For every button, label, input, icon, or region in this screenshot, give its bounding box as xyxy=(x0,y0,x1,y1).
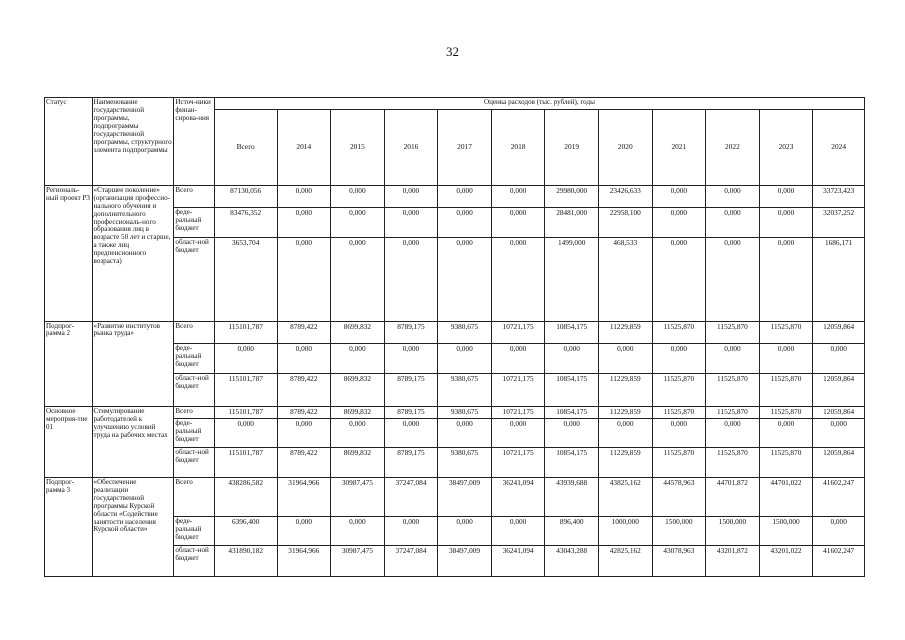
value-cell: 6396,400 xyxy=(214,516,277,546)
row-name: «Старшее поколение» (организация профессио-нального обучения и дополнительного профессиональ-ного образования лиц в возрасте 50 лет и старше, а также лиц предпенсионного возраста) xyxy=(92,185,174,321)
value-cell: 8699,832 xyxy=(331,448,385,478)
value-cell: 44578,963 xyxy=(652,477,706,516)
value-cell: 11229,859 xyxy=(598,448,652,478)
value-cell: 8699,832 xyxy=(331,373,385,407)
value-cell: 3653,704 xyxy=(214,237,277,321)
value-cell: 0,000 xyxy=(491,344,545,374)
value-cell: 29980,000 xyxy=(545,185,599,207)
value-cell: 11525,870 xyxy=(652,321,706,343)
row-status: Региональ-ный проект Р3 xyxy=(45,185,93,321)
value-cell: 8699,832 xyxy=(331,407,385,418)
row-status: Подпрог-рамма 2 xyxy=(45,321,93,407)
header-year: 2022 xyxy=(706,110,760,186)
value-cell: 28481,000 xyxy=(545,208,599,238)
value-cell: 0,000 xyxy=(214,344,277,374)
value-cell: 0,000 xyxy=(491,208,545,238)
value-cell: 12059,864 xyxy=(813,373,865,407)
row-source: Всего xyxy=(174,321,214,343)
header-year: 2017 xyxy=(438,110,492,186)
value-cell: 11525,870 xyxy=(759,448,813,478)
value-cell: 0,000 xyxy=(277,237,331,321)
value-cell: 0,000 xyxy=(706,208,760,238)
value-cell: 0,000 xyxy=(491,185,545,207)
value-cell: 43078,963 xyxy=(652,546,706,577)
value-cell: 43043,288 xyxy=(545,546,599,577)
value-cell: 0,000 xyxy=(331,418,385,448)
value-cell: 1686,171 xyxy=(813,237,865,321)
value-cell: 11525,870 xyxy=(706,321,760,343)
value-cell: 0,000 xyxy=(813,516,865,546)
value-cell: 41602,247 xyxy=(813,546,865,577)
value-cell: 37247,084 xyxy=(384,546,438,577)
header-year: 2015 xyxy=(331,110,385,186)
value-cell: 32037,252 xyxy=(813,208,865,238)
value-cell: 12059,864 xyxy=(813,321,865,343)
value-cell: 83476,352 xyxy=(214,208,277,238)
value-cell: 0,000 xyxy=(331,237,385,321)
row-name: Стимулирование работодателей к улучшению условий труда на рабочих местах xyxy=(92,407,174,478)
value-cell: 8789,175 xyxy=(384,321,438,343)
value-cell: 11229,859 xyxy=(598,373,652,407)
value-cell: 115101,787 xyxy=(214,448,277,478)
row-source: феде-ральный бюджет xyxy=(174,344,214,374)
value-cell: 0,000 xyxy=(438,516,492,546)
value-cell: 0,000 xyxy=(277,516,331,546)
value-cell: 0,000 xyxy=(277,418,331,448)
value-cell: 8789,175 xyxy=(384,373,438,407)
value-cell: 42825,162 xyxy=(598,546,652,577)
value-cell: 0,000 xyxy=(384,344,438,374)
value-cell: 41602,247 xyxy=(813,477,865,516)
value-cell: 10854,175 xyxy=(545,407,599,418)
row-source: Всего xyxy=(174,477,214,516)
value-cell: 43825,162 xyxy=(598,477,652,516)
value-cell: 0,000 xyxy=(384,208,438,238)
value-cell: 0,000 xyxy=(598,344,652,374)
header-year: Всего xyxy=(214,110,277,186)
value-cell: 0,000 xyxy=(598,418,652,448)
value-cell: 10721,175 xyxy=(491,321,545,343)
value-cell: 0,000 xyxy=(652,185,706,207)
value-cell: 10721,175 xyxy=(491,373,545,407)
value-cell: 0,000 xyxy=(491,516,545,546)
value-cell: 0,000 xyxy=(384,237,438,321)
value-cell: 0,000 xyxy=(545,344,599,374)
value-cell: 0,000 xyxy=(491,418,545,448)
header-year: 2020 xyxy=(598,110,652,186)
value-cell: 1500,000 xyxy=(759,516,813,546)
value-cell: 115101,787 xyxy=(214,407,277,418)
value-cell: 0,000 xyxy=(813,344,865,374)
value-cell: 10854,175 xyxy=(545,448,599,478)
value-cell: 10721,175 xyxy=(491,407,545,418)
value-cell: 10854,175 xyxy=(545,321,599,343)
header-year: 2014 xyxy=(277,110,331,186)
row-source: Всего xyxy=(174,185,214,207)
value-cell: 0,000 xyxy=(384,418,438,448)
value-cell: 8699,832 xyxy=(331,321,385,343)
value-cell: 10721,175 xyxy=(491,448,545,478)
value-cell: 0,000 xyxy=(652,418,706,448)
value-cell: 0,000 xyxy=(706,185,760,207)
value-cell: 10854,175 xyxy=(545,373,599,407)
value-cell: 0,000 xyxy=(652,237,706,321)
value-cell: 43201,872 xyxy=(706,546,760,577)
value-cell: 0,000 xyxy=(331,185,385,207)
value-cell: 468,533 xyxy=(598,237,652,321)
header-year: 2016 xyxy=(384,110,438,186)
row-source: Всего xyxy=(174,407,214,418)
header-year: 2021 xyxy=(652,110,706,186)
value-cell: 0,000 xyxy=(277,344,331,374)
value-cell: 11525,870 xyxy=(759,373,813,407)
value-cell: 43201,022 xyxy=(759,546,813,577)
value-cell: 0,000 xyxy=(331,344,385,374)
value-cell: 12059,864 xyxy=(813,448,865,478)
value-cell: 0,000 xyxy=(759,344,813,374)
table-row xyxy=(45,477,865,516)
value-cell: 1500,000 xyxy=(652,516,706,546)
header-status: Статус xyxy=(45,98,93,186)
value-cell: 0,000 xyxy=(214,418,277,448)
header-year: 2023 xyxy=(759,110,813,186)
value-cell: 0,000 xyxy=(759,208,813,238)
row-source: феде-ральный бюджет xyxy=(174,516,214,546)
value-cell: 9380,675 xyxy=(438,407,492,418)
value-cell: 87130,056 xyxy=(214,185,277,207)
value-cell: 31964,966 xyxy=(277,546,331,577)
value-cell: 8789,175 xyxy=(384,448,438,478)
value-cell: 11525,870 xyxy=(652,373,706,407)
value-cell: 0,000 xyxy=(652,344,706,374)
value-cell: 38497,009 xyxy=(438,546,492,577)
value-cell: 0,000 xyxy=(759,418,813,448)
budget-table xyxy=(44,97,865,577)
row-status: Подпрог-рамма 3 xyxy=(45,477,93,576)
value-cell: 11229,859 xyxy=(598,321,652,343)
value-cell: 0,000 xyxy=(438,418,492,448)
value-cell: 11229,859 xyxy=(598,407,652,418)
value-cell: 0,000 xyxy=(438,208,492,238)
value-cell: 0,000 xyxy=(277,208,331,238)
value-cell: 0,000 xyxy=(438,237,492,321)
value-cell: 36241,094 xyxy=(491,546,545,577)
table-row xyxy=(45,321,865,343)
value-cell: 8789,175 xyxy=(384,407,438,418)
value-cell: 11525,870 xyxy=(652,448,706,478)
row-source: област-ной бюджет xyxy=(174,237,214,321)
value-cell: 1499,000 xyxy=(545,237,599,321)
value-cell: 37247,084 xyxy=(384,477,438,516)
value-cell: 0,000 xyxy=(759,237,813,321)
value-cell: 0,000 xyxy=(384,185,438,207)
row-status: Основное мероприя-тие 01 xyxy=(45,407,93,478)
value-cell: 9380,675 xyxy=(438,448,492,478)
value-cell: 11525,870 xyxy=(706,373,760,407)
value-cell: 9380,675 xyxy=(438,321,492,343)
value-cell: 9380,675 xyxy=(438,373,492,407)
value-cell: 8789,422 xyxy=(277,373,331,407)
value-cell: 0,000 xyxy=(706,418,760,448)
header-year: 2019 xyxy=(545,110,599,186)
table-row xyxy=(45,185,865,207)
value-cell: 30987,475 xyxy=(331,477,385,516)
header-source: Источ-ники финан-сирова-ния xyxy=(174,98,214,186)
value-cell: 0,000 xyxy=(759,185,813,207)
value-cell: 36241,094 xyxy=(491,477,545,516)
value-cell: 44701,872 xyxy=(706,477,760,516)
value-cell: 0,000 xyxy=(331,208,385,238)
value-cell: 0,000 xyxy=(438,185,492,207)
value-cell: 0,000 xyxy=(545,418,599,448)
value-cell: 22958,100 xyxy=(598,208,652,238)
page-number: 32 xyxy=(446,44,459,59)
value-cell: 1000,000 xyxy=(598,516,652,546)
value-cell: 8789,422 xyxy=(277,407,331,418)
header-year: 2024 xyxy=(813,110,865,186)
value-cell: 0,000 xyxy=(491,237,545,321)
value-cell: 0,000 xyxy=(706,237,760,321)
header-name: Наименование государственной программы, подпрограммы государственной программы, структурного элемента подпрограммы xyxy=(92,98,174,186)
value-cell: 11525,870 xyxy=(706,448,760,478)
header-estimate: Оценка расходов (тыс. рублей), годы xyxy=(214,98,864,110)
value-cell: 0,000 xyxy=(384,516,438,546)
row-source: област-ной бюджет xyxy=(174,448,214,478)
value-cell: 0,000 xyxy=(277,185,331,207)
value-cell: 0,000 xyxy=(438,344,492,374)
row-source: област-ной бюджет xyxy=(174,546,214,577)
value-cell: 30987,475 xyxy=(331,546,385,577)
value-cell: 115101,787 xyxy=(214,373,277,407)
value-cell: 12059,864 xyxy=(813,407,865,418)
value-cell: 896,400 xyxy=(545,516,599,546)
value-cell: 23426,633 xyxy=(598,185,652,207)
value-cell: 11525,870 xyxy=(759,321,813,343)
value-cell: 438286,582 xyxy=(214,477,277,516)
row-name: «Развитие институтов рынка труда» xyxy=(92,321,174,407)
value-cell: 31964,966 xyxy=(277,477,331,516)
value-cell: 33723,423 xyxy=(813,185,865,207)
value-cell: 38497,009 xyxy=(438,477,492,516)
value-cell: 11525,870 xyxy=(652,407,706,418)
value-cell: 1500,000 xyxy=(706,516,760,546)
row-source: феде-ральный бюджет xyxy=(174,418,214,448)
value-cell: 8789,422 xyxy=(277,321,331,343)
value-cell: 11525,870 xyxy=(759,407,813,418)
value-cell: 431890,182 xyxy=(214,546,277,577)
value-cell: 8789,422 xyxy=(277,448,331,478)
value-cell: 115101,787 xyxy=(214,321,277,343)
value-cell: 0,000 xyxy=(813,418,865,448)
row-source: феде-ральный бюджет xyxy=(174,208,214,238)
value-cell: 11525,870 xyxy=(706,407,760,418)
value-cell: 0,000 xyxy=(331,516,385,546)
value-cell: 0,000 xyxy=(652,208,706,238)
value-cell: 0,000 xyxy=(706,344,760,374)
value-cell: 43939,688 xyxy=(545,477,599,516)
row-name: «Обеспечение реализации государственной программы Курской области «Содействие занятости населения Курской области» xyxy=(92,477,174,576)
row-source: област-ной бюджет xyxy=(174,373,214,407)
table-row xyxy=(45,407,865,418)
header-year: 2018 xyxy=(491,110,545,186)
value-cell: 44701,022 xyxy=(759,477,813,516)
